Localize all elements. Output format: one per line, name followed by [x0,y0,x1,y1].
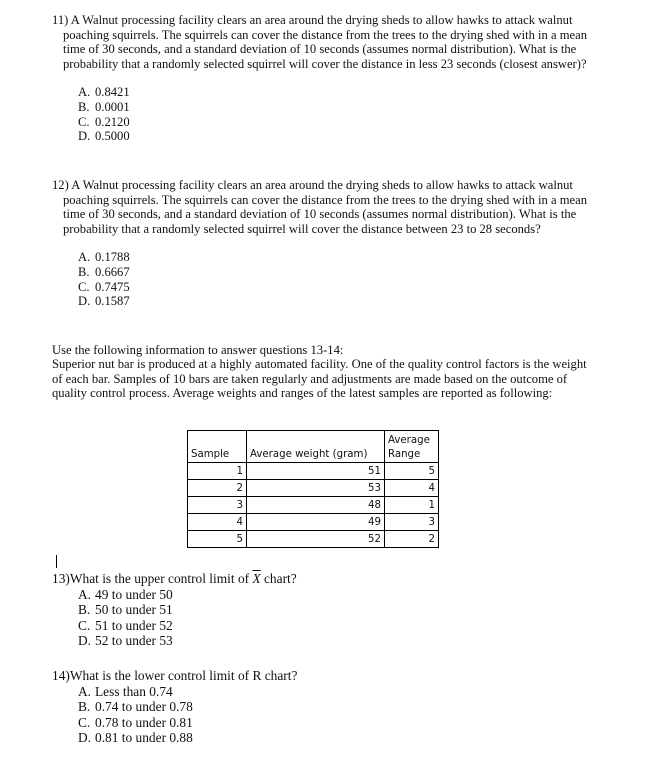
question-number: 11) [52,13,69,27]
option-c [78,115,612,130]
cell-range: 3 [385,514,439,531]
cell-range: 5 [385,463,439,480]
question-12 [52,178,612,309]
cell-sample: 5 [188,531,247,548]
question-13 [52,571,297,649]
samples-table [187,430,439,548]
question-14-text [52,668,297,684]
option-letter: B. [78,264,90,279]
cell-weight: 49 [247,514,385,531]
cell-sample: 3 [188,497,247,514]
question-number: 13) [52,571,70,586]
option-a [78,85,612,100]
option-b [78,699,297,715]
table-row [188,480,439,497]
header-average-range: Average Range [385,431,439,463]
option-letter: D. [78,129,91,144]
option-text: 0.0001 [95,99,130,114]
cell-sample: 4 [188,514,247,531]
option-letter: D. [78,294,91,309]
x-bar-symbol: $\overline{X}$ [252,571,261,586]
question-body-end: chart? [260,571,297,586]
option-b [78,602,297,618]
table-row [188,463,439,480]
cell-weight: 53 [247,480,385,497]
info-body: Superior nut bar is produced at a highly automated facility. One of the quality control factors is the weight of each bar. Samples of 10 bars are taken regularly and adjustments are made based on the outcome of quality control process. Average weights and ranges of the latest samples are reported as following: [52,357,587,400]
table-row [188,514,439,531]
option-text: 0.8421 [95,85,130,100]
option-c [78,280,612,295]
option-b [78,265,612,280]
option-text: 50 to under 51 [95,602,173,617]
option-text: 0.1587 [95,294,130,309]
question-number: 12) [52,178,69,192]
cell-range: 2 [385,531,439,548]
option-text: 0.78 to under 0.81 [95,714,193,730]
cell-sample: 1 [188,463,247,480]
cell-weight: 51 [247,463,385,480]
option-a [78,587,297,603]
question-body: What is the upper control limit of [69,571,253,586]
table-header-row [188,431,439,463]
option-text: 0.74 to under 0.78 [95,699,193,714]
cell-weight: 48 [247,497,385,514]
cell-range: 4 [385,480,439,497]
option-text: 49 to under 50 [95,586,173,602]
header-average-weight: Average weight (gram) [247,431,385,463]
question-body: A Walnut processing facility clears an area around the drying sheds to allow hawks to attack walnut poaching squirrels. The squirrels can cover the distance from the trees to the drying shed with in a mean time of 30 seconds, and a standard deviation of 10 seconds (assumes normal distribution). What is the probability that a randomly selected squirrel will cover the distance between 23 to 28 seconds? [63,178,587,236]
option-letter: B. [78,699,91,714]
question-body: A Walnut processing facility clears an area around the drying sheds to allow hawks to attack walnut poaching squirrels. The squirrels can cover the distance from the trees to the drying shed with in a mean time of 30 seconds, and a standard deviation of 10 seconds (assumes normal distribution). What is the probability that a randomly selected squirrel will cover the distance in less 23 seconds (closest answer)? [63,13,587,71]
cell-weight: 52 [247,531,385,548]
option-d [78,129,612,144]
text-cursor [56,555,57,568]
option-letter: A. [78,683,92,699]
question-body: What is the lower control limit of R chart? [69,668,298,683]
option-text: 0.2120 [95,114,130,129]
option-text: Less than 0.74 [95,683,173,699]
option-text: 0.5000 [95,129,130,144]
option-letter: D. [78,730,92,745]
option-letter: C. [78,617,91,633]
option-letter: C. [78,279,90,294]
option-text: 0.1788 [95,250,130,265]
cell-range: 1 [385,497,439,514]
option-letter: A. [78,250,91,265]
question-14-options [52,684,297,746]
info-heading: Use the following information to answer questions 13-14: [52,343,344,357]
question-14 [52,668,297,746]
option-c [78,715,297,731]
question-11-options [52,85,612,143]
option-a [78,250,612,265]
table-row [188,531,439,548]
option-text: 51 to under 52 [95,617,173,633]
option-letter: B. [78,99,90,114]
table-row [188,497,439,514]
question-13-options [52,587,297,649]
info-paragraph [52,343,592,400]
option-d [78,730,297,746]
option-text: 0.81 to under 0.88 [95,730,193,745]
option-letter: D. [78,633,92,648]
option-letter: B. [78,602,91,617]
question-number: 14) [52,668,70,683]
option-a [78,684,297,700]
option-text: 52 to under 53 [95,633,173,648]
option-letter: C. [78,114,90,129]
cell-sample: 2 [188,480,247,497]
option-text: 0.6667 [95,264,130,279]
option-d [78,294,612,309]
option-c [78,618,297,634]
question-12-text [52,178,612,236]
option-letter: A. [78,586,92,602]
question-13-text [52,571,297,587]
option-d [78,633,297,649]
option-letter: C. [78,714,91,730]
option-letter: A. [78,85,91,100]
question-11-text [52,13,612,71]
question-12-options [52,250,612,308]
option-text: 0.7475 [95,279,130,294]
header-sample: Sample [188,431,247,463]
question-11 [52,13,612,144]
option-b [78,100,612,115]
